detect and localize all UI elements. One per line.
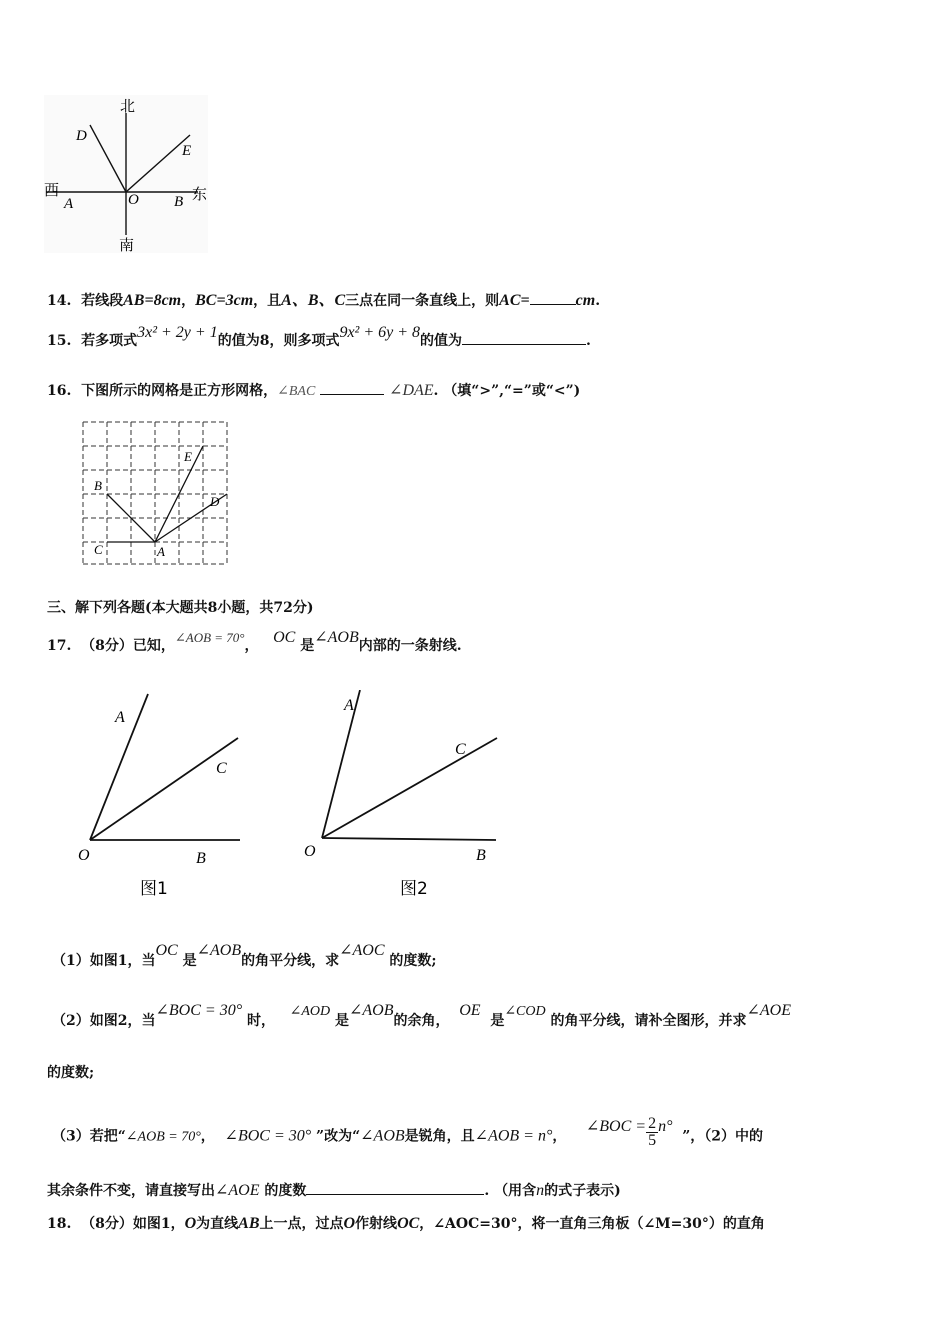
fig1-b-label: B bbox=[196, 850, 206, 867]
question-16: 16. 下图所示的网格是正方形网格，∠BAC ∠DAE. （填“>”,“=”或“<”) bbox=[47, 382, 581, 399]
question-18: 18. （8分）如图1，O为直线AB上一点，过点O作射线OC，∠AOC=30°，将一直角三角板（∠M=30°）的直角 bbox=[47, 1215, 765, 1232]
fig2-caption: 图2 bbox=[400, 879, 428, 899]
grid-e-label: E bbox=[184, 449, 192, 464]
fig1-c-label: C bbox=[216, 760, 227, 777]
ray-oa bbox=[322, 690, 360, 838]
question-15: 15. 若多项式3x² + 2y + 1的值为8，则多项式9x² + 6y + 8的值为 . bbox=[47, 324, 591, 349]
figure-2 bbox=[300, 690, 510, 900]
west-label: 西 bbox=[44, 181, 60, 199]
section-3-title: 三、解下列各题(本大题共8小题，共72分) bbox=[47, 600, 314, 616]
point-b-label: B bbox=[174, 194, 184, 210]
fig2-c-label: C bbox=[455, 741, 466, 758]
fig1-a-label: A bbox=[115, 709, 125, 726]
ray-oc bbox=[322, 738, 497, 838]
north-label: 北 bbox=[120, 97, 136, 115]
question-14: 14. 若线段AB=8cm，BC=3cm，且A、B、C三点在同一条直线上，则AC= cm. bbox=[47, 292, 601, 309]
point-d-label: D bbox=[76, 128, 87, 144]
q17-part-2-line-2: 的度数; bbox=[47, 1065, 95, 1081]
answer-blank[interactable] bbox=[530, 290, 576, 305]
grid-figure bbox=[80, 418, 232, 568]
question-17: 17. （8分）已知，∠AOB = 70°， OC 是∠AOB内部的一条射线. bbox=[47, 629, 462, 654]
fig2-o-label: O bbox=[304, 843, 316, 860]
east-label: 东 bbox=[192, 185, 208, 203]
grid-a-label: A bbox=[157, 544, 165, 559]
compass-figure bbox=[40, 95, 220, 255]
fig1-o-label: O bbox=[78, 847, 90, 864]
q17-part-3: （3）若把“∠AOB = 70°， ∠BOC = 30° ”改为“∠AOB是锐角，且∠AOB = n°， ∠BOC = $\frac{2}{5}$ n° ”，（2）中的 bbox=[52, 1115, 764, 1149]
fig2-a-label: A bbox=[344, 697, 354, 714]
south-label: 南 bbox=[119, 236, 135, 254]
grid-d-label: D bbox=[210, 494, 220, 509]
point-a-label: A bbox=[64, 196, 74, 212]
point-e-label: E bbox=[182, 143, 192, 159]
q17-part-1: （1）如图1，当OC 是∠AOB的角平分线，求∠AOC 的度数; bbox=[52, 942, 437, 969]
fig1-caption: 图1 bbox=[140, 879, 168, 899]
ray-oc bbox=[90, 738, 238, 840]
fraction-2-5: $\frac{2}{5}$ bbox=[648, 1115, 657, 1149]
q17-part-3-line-2: 其余条件不变，请直接写出∠AOE 的度数 . （用含n的式子表示) bbox=[47, 1182, 621, 1199]
ray-ob bbox=[322, 838, 496, 840]
grid-b-label: B bbox=[94, 478, 102, 493]
answer-blank[interactable] bbox=[306, 1180, 484, 1195]
fig2-b-label: B bbox=[476, 847, 486, 864]
q17-part-2: （2）如图2，当∠BOC = 30° 时， ∠AOD 是∠AOB的余角， OE 是∠COD 的角平分线，请补全图形，并求∠AOE bbox=[52, 1002, 792, 1029]
point-o-label: O bbox=[128, 192, 139, 208]
answer-blank[interactable] bbox=[462, 330, 586, 345]
square-grid bbox=[83, 422, 227, 564]
grid-c-label: C bbox=[94, 542, 103, 557]
figure-1 bbox=[70, 690, 260, 900]
answer-blank[interactable] bbox=[320, 380, 384, 395]
